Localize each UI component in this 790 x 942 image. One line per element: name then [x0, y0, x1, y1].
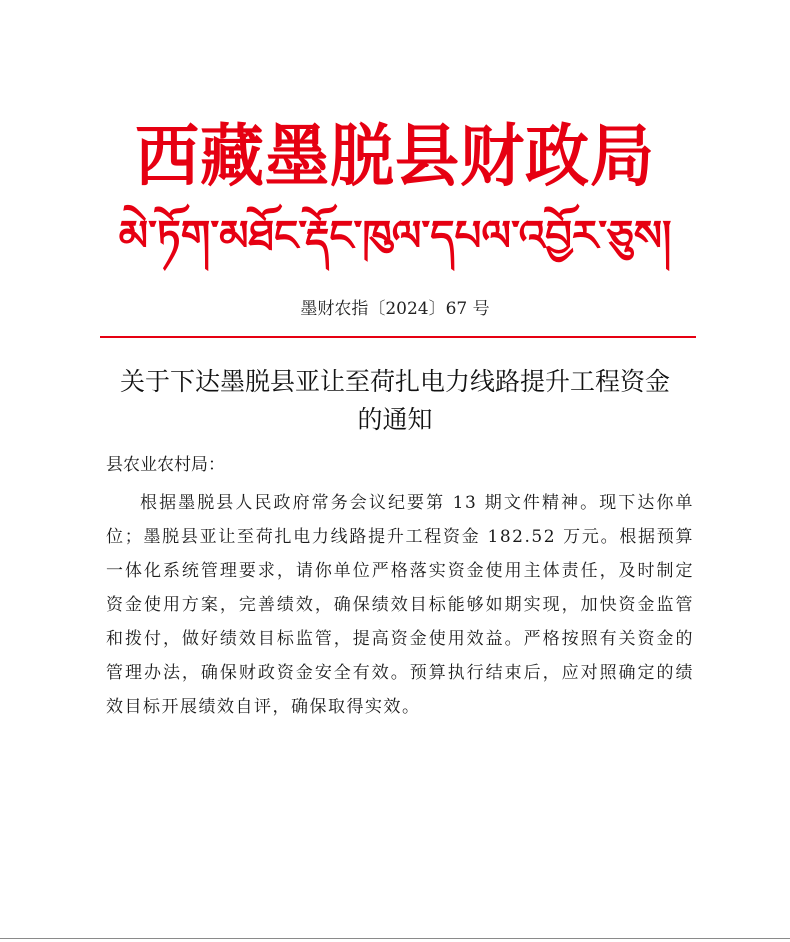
issuing-authority-title-tibetan: མེ་ཏོག་མཐོང་རྡོང་ཁུལ་དཔལ་འབྱོར་ཅུས། — [118, 211, 672, 260]
document-number: 墨财农指〔2024〕67 号 — [300, 299, 490, 319]
addressee: 县农业农村局： — [106, 455, 225, 475]
header-divider — [100, 336, 696, 338]
issuing-authority-title: 西藏墨脱县财政局 — [135, 116, 655, 197]
page-bottom-border — [0, 938, 790, 939]
document-title: 关于下达墨脱县亚让至荷扎电力线路提升工程资金的通知 — [120, 367, 671, 434]
body-paragraph: 根据墨脱县人民政府常务会议纪要第 13 期文件精神。现下达你单位；墨脱县亚让至荷扎电力线路提升工程资金 182.52 万元。根据预算一体化系统管理要求，请你单位严格落实资金使用主体责任，及时制定资金使用方案，完善绩效，确保绩效目标能够如期实现，加快资金监管和拨付，做好绩效目标监管，提高资金使用效益。严格按照有关资金的管理办法，确保财政资金安全有效。预算执行结束后，应对照确定的绩效目标开展绩效自评，确保取得实效。 — [106, 493, 694, 717]
